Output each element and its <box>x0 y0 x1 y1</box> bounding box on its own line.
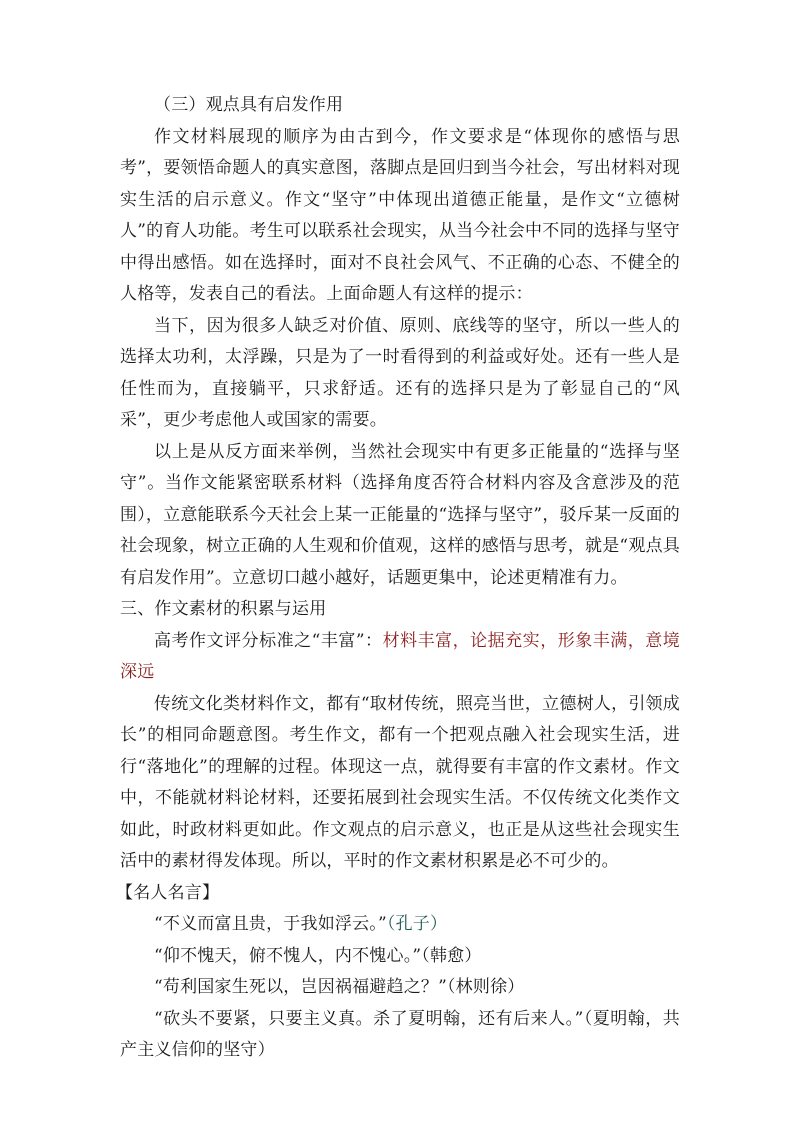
subsection-heading: （三）观点具有启发作用 <box>154 95 344 115</box>
paragraph: 以上是从反方面来举例，当然社会现实中有更多正能量的“选择与坚守”。当作文能紧密联系材料（选择角度否符合材料内容及含意涉及的范围），立意能联系今天社会上某一正能量的“选择与坚守”，驳斥某一反面的社会现象，树立正确的人生观和价值观，这样的感悟与思考，就是“观点具有启发作用”。立意切口越小越好，话题更集中，论述更精准有力。 <box>120 441 680 588</box>
scoring-standard-lead: 高考作文评分标准之“丰富”： <box>154 630 383 651</box>
quotes-heading: 【名人名言】 <box>116 882 220 903</box>
quote-item <box>120 1004 680 1067</box>
document-page <box>116 90 680 1067</box>
section-heading: 三、作文素材的积累与运用 <box>120 599 327 619</box>
quote-item <box>120 941 680 973</box>
quote-item <box>120 909 680 941</box>
paragraph: 传统文化类材料作文，都有“取材传统，照亮当世，立德树人，引领成长”的相同命题意图。考生作文，都有一个把观点融入社会现实生活，进行“落地化”的理解的过程。体现这一点，就得要有丰富的作文素材。作文中，不能就材料论材料，还要拓展到社会现实生活。不仅传统文化类作文如此，时政材料更如此。作文观点的启示意义，也正是从这些社会现实生活中的素材得发体现。所以，平时的作文素材积累是必不可少的。 <box>120 693 680 871</box>
scoring-standard-items: 材料丰富，论据充实，形象丰满，意境深远 <box>120 630 680 682</box>
quote-source: （韩愈） <box>421 945 482 966</box>
quote-text: “苟利国家生死以，岂因祸福避趋之？” <box>154 977 447 997</box>
scoring-standard-line <box>120 626 680 689</box>
quote-text: “砍头不要紧，只要主义真。杀了夏明翰，还有后来人。” <box>154 1008 584 1029</box>
quote-source: （孔子） <box>386 914 448 934</box>
quote-text: “仰不愧天，俯不愧人，内不愧心。” <box>154 945 422 966</box>
quote-text: “不义而富且贵，于我如浮云。” <box>154 914 387 934</box>
quote-item <box>120 972 680 1004</box>
quote-source: （林则徐） <box>446 977 525 997</box>
paragraph: 作文材料展现的顺序为由古到今，作文要求是“体现你的感悟与思考”，要领悟命题人的真实意图，落脚点是回归到当今社会，写出材料对现实生活的启示意义。作文“坚守”中体现出道德正能量，是作文“立德树人”的育人功能。考生可以联系社会现实，从当今社会中不同的选择与坚守中得出感悟。如在选择时，面对不良社会风气、不正确的心态、不健全的人格等，发表自己的看法。上面命题人有这样的提示： <box>120 126 680 304</box>
paragraph: 当下，因为很多人缺乏对价值、原则、底线等的坚守，所以一些人的选择太功利，太浮躁，只是为了一时看得到的利益或好处。还有一些人是任性而为，直接躺平，只求舒适。还有的选择只是为了彰显自己的“风采”，更少考虑他人或国家的需要。 <box>120 315 680 430</box>
quote-source: （夏明翰，共产主义信仰的坚守） <box>120 1008 680 1060</box>
